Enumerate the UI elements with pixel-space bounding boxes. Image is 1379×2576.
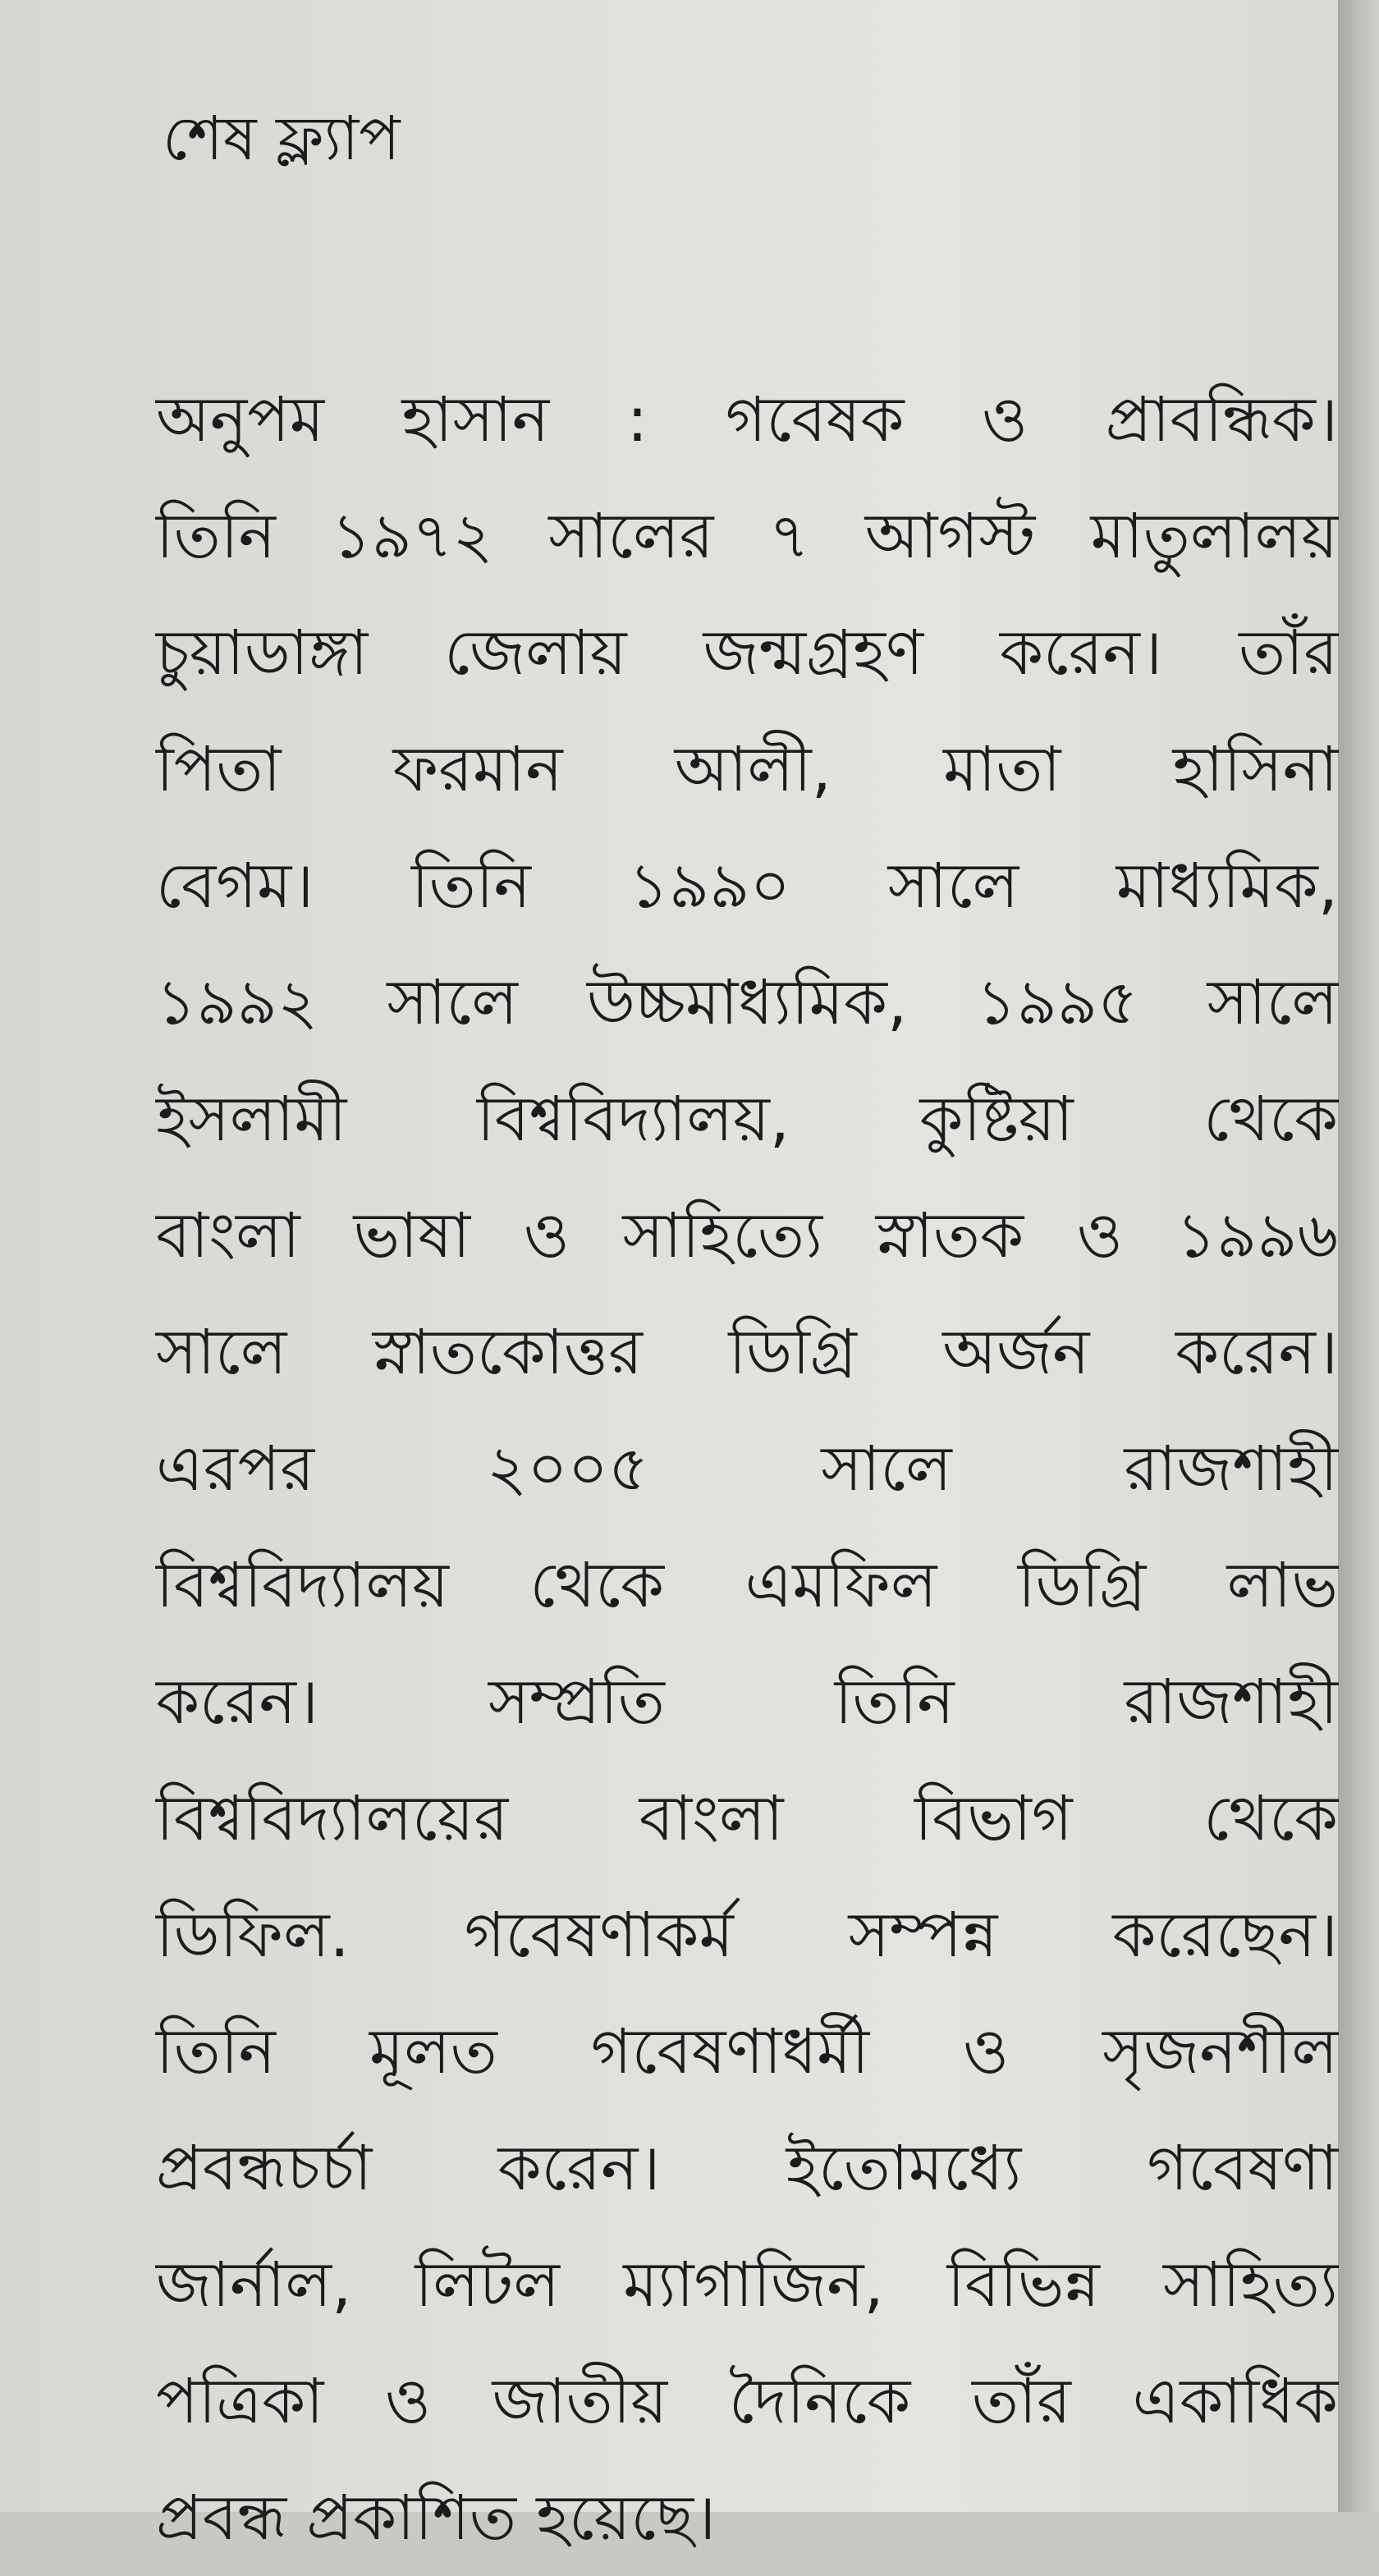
bio-line: তিনি মূলত গবেষণাধর্মী ও সৃজনশীল <box>156 2015 1338 2088</box>
bio-line: অনুপম হাসান : গবেষক ও প্রাবন্ধিক। <box>156 383 1338 456</box>
bio-line: বিশ্ববিদ্যালয় থেকে এমফিল ডিগ্রি লাভ <box>156 1548 1338 1621</box>
bio-line: বিশ্ববিদ্যালয়ের বাংলা বিভাগ থেকে <box>156 1781 1338 1854</box>
bio-line: বেগম। তিনি ১৯৯০ সালে মাধ্যমিক, <box>156 849 1338 922</box>
bio-line: ডিফিল. গবেষণাকর্ম সম্পন্ন করেছেন। <box>156 1898 1338 1971</box>
bio-line: চুয়াডাঙ্গা জেলায় জন্মগ্রহণ করেন। তাঁর <box>156 616 1338 689</box>
bio-line: পত্রিকা ও জাতীয় দৈনিকে তাঁর একাধিক <box>156 2364 1338 2437</box>
bio-line: জার্নাল, লিটল ম্যাগাজিন, বিভিন্ন সাহিত্য <box>156 2248 1338 2321</box>
flap-fold-edge <box>1338 0 1379 2512</box>
bio-line: ১৯৯২ সালে উচ্চমাধ্যমিক, ১৯৯৫ সালে <box>156 965 1338 1038</box>
bio-line: বাংলা ভাষা ও সাহিত্যে স্নাতক ও ১৯৯৬ <box>156 1199 1338 1272</box>
bio-line: প্রবন্ধচর্চা করেন। ইতোমধ্যে গবেষণা <box>156 2131 1338 2204</box>
flap-title: শেষ ফ্ল্যাপ <box>163 103 401 174</box>
bio-line: এরপর ২০০৫ সালে রাজশাহী <box>156 1432 1338 1505</box>
author-bio <box>156 361 1338 2576</box>
bio-line: পিতা ফরমান আলী, মাতা হাসিনা <box>156 732 1338 805</box>
bio-line: সালে স্নাতকোত্তর ডিগ্রি অর্জন করেন। <box>156 1315 1338 1388</box>
bio-line: ইসলামী বিশ্ববিদ্যালয়, কুষ্টিয়া থেকে <box>156 1082 1338 1155</box>
bio-line: তিনি ১৯৭২ সালের ৭ আগস্ট মাতুলালয় <box>156 499 1338 572</box>
bio-line: করেন। সম্প্রতি তিনি রাজশাহী <box>156 1665 1338 1738</box>
bio-line: প্রবন্ধ প্রকাশিত হয়েছে। <box>156 2481 717 2554</box>
